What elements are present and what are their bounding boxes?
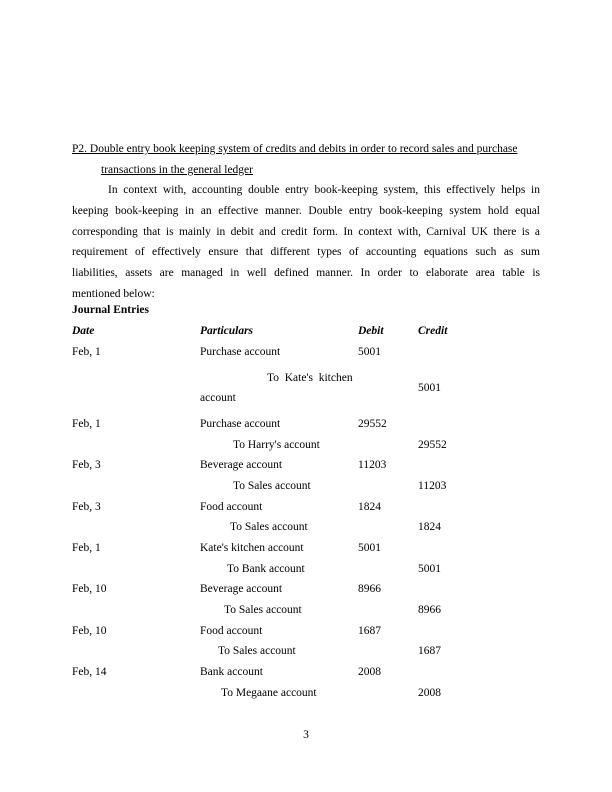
entry-debit-account: Purchase account xyxy=(200,418,281,430)
entry-credit-account: To Bank account xyxy=(227,563,305,575)
entry-credit-amount: 2008 xyxy=(418,687,441,699)
entry-credit-account: To Harry's account xyxy=(233,439,320,451)
entry-debit-amount: 5001 xyxy=(358,346,381,358)
paragraph-line: liabilities, assets are managed in well defined manner. In order to elaborate area table is xyxy=(72,267,540,280)
entry-debit-amount: 2008 xyxy=(358,666,381,678)
column-header-date: Date xyxy=(72,325,95,337)
entry-credit-account: To Sales account xyxy=(224,604,302,616)
entry-debit-account: Beverage account xyxy=(200,583,283,595)
entry-date: Feb, 10 xyxy=(72,625,107,637)
paragraph-line: keeping book-keeping in an effective manner. Double entry book-keeping system hold equal xyxy=(72,204,540,217)
entry-debit-amount: 1824 xyxy=(358,501,381,513)
entry-credit-amount: 8966 xyxy=(418,604,441,616)
page-number: 3 xyxy=(303,729,309,741)
entry-date: Feb, 10 xyxy=(72,583,107,595)
entry-credit-amount: 1687 xyxy=(418,645,441,657)
entry-debit-account: Purchase account xyxy=(200,346,281,358)
entry-debit-account: Beverage account xyxy=(200,459,283,471)
entry-credit-amount: 11203 xyxy=(418,480,447,492)
entry-debit-amount: 1687 xyxy=(358,625,381,637)
body-paragraph xyxy=(72,180,540,305)
entry-debit-account: Kate's kitchen account xyxy=(200,542,304,554)
entry-debit-amount: 5001 xyxy=(358,542,381,554)
entry-debit-account: Food account xyxy=(200,501,263,513)
heading-line-1: P2. Double entry book keeping system of credits and debits in order to record sales and purchase xyxy=(72,143,518,155)
entry-credit-amount: 5001 xyxy=(418,563,441,575)
entry-credit-account: To Sales account xyxy=(230,521,308,533)
entry-credit-account: To Kate's kitchen xyxy=(267,372,353,384)
entry-credit-amount: 1824 xyxy=(418,521,441,533)
entry-date: Feb, 1 xyxy=(72,346,101,358)
entry-date: Feb, 1 xyxy=(72,418,101,430)
paragraph-line: mentioned below: xyxy=(72,287,155,300)
entry-credit-account-continued: account xyxy=(200,392,236,404)
entry-debit-account: Bank account xyxy=(200,666,263,678)
entry-credit-account: To Sales account xyxy=(233,480,311,492)
heading-line-2: transactions in the general ledger xyxy=(101,163,253,176)
paragraph-line: In context with, accounting double entry book-keeping system, this effectively helps in xyxy=(108,184,540,196)
entry-debit-amount: 8966 xyxy=(358,583,381,595)
entry-date: Feb, 3 xyxy=(72,501,101,513)
entry-date: Feb, 14 xyxy=(72,666,107,678)
column-header-particulars: Particulars xyxy=(200,325,254,337)
column-header-debit: Debit xyxy=(358,325,384,337)
section-heading xyxy=(72,139,540,180)
paragraph-line: corresponding that is mainly in debit and credit form. In context with, Carnival UK there is a xyxy=(72,225,540,238)
column-header-credit: Credit xyxy=(418,325,448,337)
entry-credit-account: To Sales account xyxy=(218,645,296,657)
paragraph-line: requirement of effectively ensure that different types of accounting equations such as sum xyxy=(72,246,540,259)
journal-title: Journal Entries xyxy=(72,304,149,316)
entry-date: Feb, 1 xyxy=(72,542,101,554)
entry-date: Feb, 3 xyxy=(72,459,101,471)
entry-credit-account: To Megaane account xyxy=(221,687,317,699)
entry-debit-amount: 11203 xyxy=(358,459,387,471)
entry-debit-account: Food account xyxy=(200,625,263,637)
entry-credit-amount: 5001 xyxy=(418,382,441,394)
entry-credit-amount: 29552 xyxy=(418,439,447,451)
entry-debit-amount: 29552 xyxy=(358,418,387,430)
